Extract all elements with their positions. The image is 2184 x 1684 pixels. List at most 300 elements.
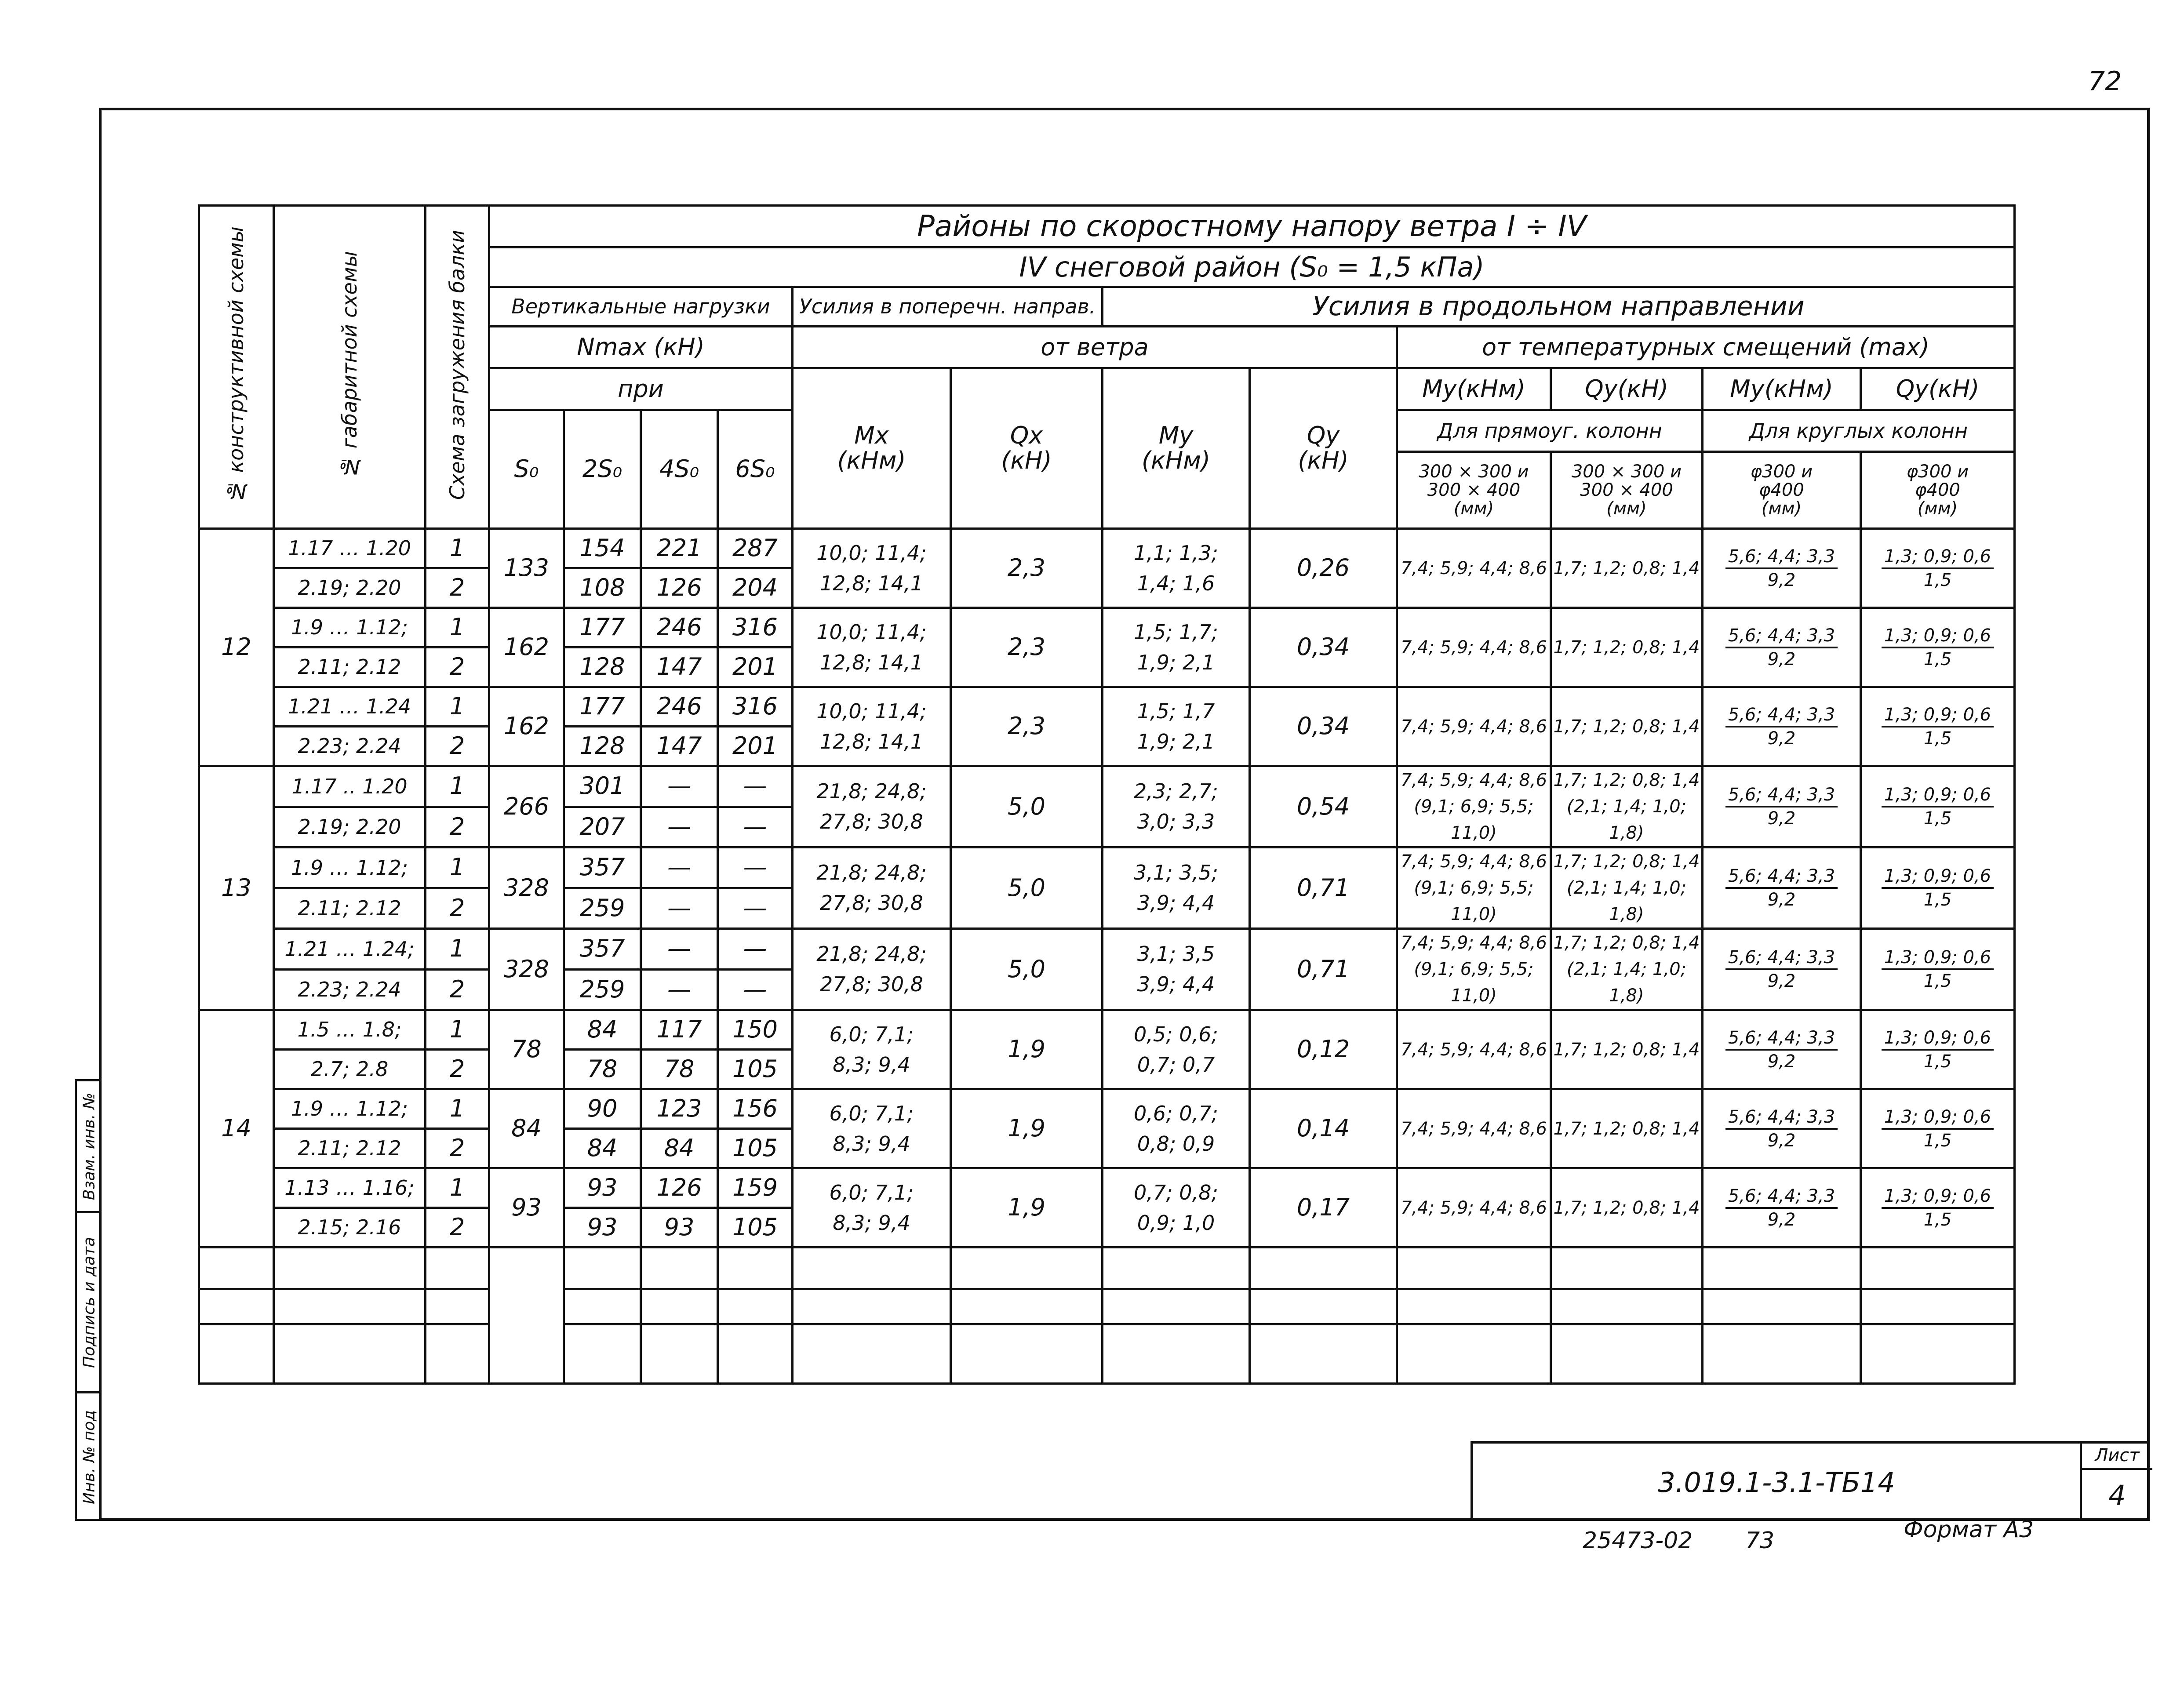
empty-cell bbox=[641, 1289, 718, 1324]
nmax-2s0-r2: 259 bbox=[564, 969, 641, 1010]
temp-qy-rect-main: 1,7; 1,2; 0,8; 1,4 bbox=[1553, 1197, 1700, 1218]
temp-qy-rect-main: 1,7; 1,2; 0,8; 1,4 bbox=[1553, 1118, 1700, 1139]
nmax-4s0-r2: 78 bbox=[641, 1050, 718, 1089]
nmax-2s0-r2: 84 bbox=[564, 1129, 641, 1168]
my-line-2: 0,7; 0,7 bbox=[1137, 1052, 1215, 1077]
fraction-numerator: 5,6; 4,4; 3,3 bbox=[1725, 706, 1838, 727]
temp-qy-rect bbox=[1551, 529, 1703, 608]
hdr-mx: Mx (кНм) bbox=[793, 368, 951, 529]
empty-cell bbox=[1703, 1248, 1861, 1289]
fraction-denominator: 1,5 bbox=[1923, 570, 1952, 590]
loading-label-2: 2 bbox=[426, 807, 489, 847]
nmax-6s0-r1: 159 bbox=[718, 1168, 793, 1208]
fraction-denominator: 1,5 bbox=[1923, 728, 1952, 749]
fraction-numerator: 1,3; 0,9; 0,6 bbox=[1882, 786, 1994, 807]
gabarit-line-2: 2.15; 2.16 bbox=[274, 1208, 426, 1248]
temp-my-rect bbox=[1397, 929, 1551, 1010]
my-value bbox=[1103, 766, 1250, 847]
temp-qy-rect-alt: (2,1; 1,4; 1,0; 1,8) bbox=[1566, 797, 1687, 843]
my-line-2: 1,4; 1,6 bbox=[1137, 571, 1215, 595]
nmax-4s0-r2: 126 bbox=[641, 568, 718, 608]
temp-qy-rect-main: 1,7; 1,2; 0,8; 1,4 bbox=[1553, 637, 1700, 658]
gabarit-line-2: 2.7; 2.8 bbox=[274, 1050, 426, 1089]
gabarit-line-1: 1.17 … 1.20 bbox=[274, 529, 426, 568]
mx-line-2: 8,3; 9,4 bbox=[833, 1052, 910, 1077]
nmax-6s0-r1: 287 bbox=[718, 529, 793, 568]
mx-line-2: 8,3; 9,4 bbox=[833, 1211, 910, 1235]
my-line-2: 3,9; 4,4 bbox=[1137, 891, 1215, 915]
nmax-2s0-r1: 90 bbox=[564, 1089, 641, 1129]
my-line-1: 2,3; 2,7; bbox=[1134, 779, 1218, 803]
hdr-longitudinal: Усилия в продольном направлении bbox=[1103, 287, 2015, 327]
fraction-numerator: 5,6; 4,4; 3,3 bbox=[1725, 1029, 1838, 1051]
mx-line-1: 21,8; 24,8; bbox=[816, 942, 927, 966]
loading-label-2: 2 bbox=[426, 1208, 489, 1248]
temp-my-rect bbox=[1397, 847, 1551, 929]
hdr-4s0: 4S₀ bbox=[641, 410, 718, 529]
nmax-4s0-r1: 246 bbox=[641, 687, 718, 727]
gabarit-line-2: 2.11; 2.12 bbox=[274, 888, 426, 929]
my-line-1: 0,5; 0,6; bbox=[1134, 1022, 1218, 1046]
nmax-s0: 93 bbox=[489, 1168, 564, 1248]
gabarit-line-1: 1.21 … 1.24 bbox=[274, 687, 426, 727]
nmax-4s0-r2: — bbox=[641, 969, 718, 1010]
temp-my-rect bbox=[1397, 687, 1551, 766]
loading-label-2: 2 bbox=[426, 647, 489, 687]
my-line-2: 0,8; 0,9 bbox=[1137, 1131, 1215, 1156]
gabarit-line-1: 1.21 … 1.24; bbox=[274, 929, 426, 970]
stamp-code: 3.019.1-3.1-ТБ14 bbox=[1473, 1444, 2082, 1521]
nmax-2s0-r2: 78 bbox=[564, 1050, 641, 1089]
empty-cell bbox=[274, 1289, 426, 1324]
nmax-4s0-r1: 117 bbox=[641, 1010, 718, 1050]
empty-cell bbox=[426, 1289, 489, 1324]
nmax-2s0-r1: 177 bbox=[564, 608, 641, 647]
fraction-numerator: 1,3; 0,9; 0,6 bbox=[1882, 948, 1994, 970]
fraction-denominator: 1,5 bbox=[1923, 890, 1952, 910]
title-stamp bbox=[1471, 1441, 2150, 1521]
gabarit-line-1: 1.9 … 1.12; bbox=[274, 847, 426, 888]
mx-line-2: 12,8; 14,1 bbox=[820, 729, 923, 753]
temp-qy-rect bbox=[1551, 1168, 1703, 1248]
my-value bbox=[1103, 1168, 1250, 1248]
my-line-2: 0,9; 1,0 bbox=[1137, 1211, 1215, 1235]
my-value bbox=[1103, 847, 1250, 929]
empty-cell bbox=[426, 1248, 489, 1289]
temp-qy-rect bbox=[1551, 1089, 1703, 1168]
nmax-2s0-r1: 84 bbox=[564, 1010, 641, 1050]
empty-cell bbox=[1397, 1324, 1551, 1384]
my-line-2: 1,9; 2,1 bbox=[1137, 650, 1215, 674]
mx-value bbox=[793, 687, 951, 766]
loading-label-1: 1 bbox=[426, 608, 489, 647]
empty-cell bbox=[951, 1289, 1103, 1324]
loading-label-1: 1 bbox=[426, 929, 489, 970]
empty-cell bbox=[1703, 1324, 1861, 1384]
empty-cell bbox=[1103, 1324, 1250, 1384]
temp-my-rect bbox=[1397, 1010, 1551, 1089]
nmax-2s0-r1: 177 bbox=[564, 687, 641, 727]
empty-cell bbox=[1703, 1289, 1861, 1324]
qy-value: 0,26 bbox=[1250, 529, 1397, 608]
temp-my-rect-main: 7,4; 5,9; 4,4; 8,6 bbox=[1400, 716, 1547, 737]
nmax-2s0-r1: 154 bbox=[564, 529, 641, 568]
empty-cell bbox=[1250, 1248, 1397, 1289]
fraction-numerator: 1,3; 0,9; 0,6 bbox=[1882, 1108, 1994, 1130]
fraction-denominator: 1,5 bbox=[1923, 1130, 1952, 1151]
hdr-qy-t1: Qy(кН) bbox=[1551, 368, 1703, 410]
loading-label-2: 2 bbox=[426, 727, 489, 766]
footer-format: Формат А3 bbox=[1904, 1517, 2034, 1543]
fraction-numerator: 5,6; 4,4; 3,3 bbox=[1725, 948, 1838, 970]
my-value bbox=[1103, 1010, 1250, 1089]
hdr-transverse: Усилия в поперечн. направ. bbox=[793, 287, 1103, 327]
fraction-denominator: 9,2 bbox=[1767, 1209, 1796, 1230]
loading-label-1: 1 bbox=[426, 529, 489, 568]
nmax-4s0-r2: 84 bbox=[641, 1129, 718, 1168]
stamp-sheet-value: 4 bbox=[2108, 1479, 2126, 1511]
empty-cell bbox=[951, 1324, 1103, 1384]
qy-value: 0,34 bbox=[1250, 687, 1397, 766]
nmax-s0: 84 bbox=[489, 1089, 564, 1168]
temp-qy-round bbox=[1861, 687, 2015, 766]
empty-cell bbox=[199, 1248, 274, 1289]
qx-value: 2,3 bbox=[951, 608, 1103, 687]
my-value bbox=[1103, 529, 1250, 608]
fraction-denominator: 1,5 bbox=[1923, 971, 1952, 991]
temp-qy-round bbox=[1861, 1168, 2015, 1248]
gabarit-line-1: 1.17 .. 1.20 bbox=[274, 766, 426, 807]
my-value bbox=[1103, 1089, 1250, 1168]
side-cell-replace bbox=[77, 1081, 102, 1213]
temp-qy-round bbox=[1861, 1089, 2015, 1168]
nmax-s0: 328 bbox=[489, 847, 564, 929]
temp-qy-round bbox=[1861, 929, 2015, 1010]
temp-qy-round bbox=[1861, 608, 2015, 687]
qy-value: 0,54 bbox=[1250, 766, 1397, 847]
my-line-1: 1,5; 1,7; bbox=[1134, 620, 1218, 644]
side-cell-inv bbox=[77, 1393, 102, 1521]
empty-cell bbox=[1861, 1248, 2015, 1289]
hdr-qx: Qx (кН) bbox=[951, 368, 1103, 529]
empty-cell bbox=[426, 1324, 489, 1384]
temp-my-round bbox=[1703, 529, 1861, 608]
gabarit-line-1: 1.9 … 1.12; bbox=[274, 608, 426, 647]
empty-cell bbox=[718, 1324, 793, 1384]
temp-my-round bbox=[1703, 1168, 1861, 1248]
fraction-denominator: 9,2 bbox=[1767, 649, 1796, 669]
nmax-6s0-r2: — bbox=[718, 807, 793, 847]
fraction-denominator: 9,2 bbox=[1767, 728, 1796, 749]
empty-cell bbox=[489, 1248, 564, 1384]
page-number: 72 bbox=[2088, 66, 2122, 97]
loading-label-1: 1 bbox=[426, 1168, 489, 1208]
nmax-6s0-r1: — bbox=[718, 766, 793, 807]
hdr-my-t1: My(кНм) bbox=[1397, 368, 1551, 410]
nmax-2s0-r1: 357 bbox=[564, 847, 641, 888]
nmax-6s0-r2: 105 bbox=[718, 1129, 793, 1168]
footer-page: 73 bbox=[1745, 1528, 1775, 1554]
my-line-2: 3,9; 4,4 bbox=[1137, 972, 1215, 996]
gabarit-line-1: 1.13 … 1.16; bbox=[274, 1168, 426, 1208]
my-line-2: 3,0; 3,3 bbox=[1137, 810, 1215, 833]
temp-my-round bbox=[1703, 1010, 1861, 1089]
mx-line-2: 27,8; 30,8 bbox=[820, 972, 923, 996]
mx-line-2: 27,8; 30,8 bbox=[820, 891, 923, 915]
qx-value: 2,3 bbox=[951, 687, 1103, 766]
qx-value: 5,0 bbox=[951, 766, 1103, 847]
mx-line-2: 12,8; 14,1 bbox=[820, 571, 923, 595]
qx-value: 1,9 bbox=[951, 1089, 1103, 1168]
temp-my-rect bbox=[1397, 1168, 1551, 1248]
temp-qy-rect-alt: (2,1; 1,4; 1,0; 1,8) bbox=[1566, 878, 1687, 924]
nmax-4s0-r1: — bbox=[641, 847, 718, 888]
empty-cell bbox=[1551, 1324, 1703, 1384]
temp-my-rect-main: 7,4; 5,9; 4,4; 8,6 bbox=[1400, 558, 1547, 578]
fraction-denominator: 1,5 bbox=[1923, 1209, 1952, 1230]
temp-qy-rect bbox=[1551, 687, 1703, 766]
temp-my-rect-main: 7,4; 5,9; 4,4; 8,6 bbox=[1400, 1197, 1547, 1218]
hdr-gabarit-no: № габаритной схемы bbox=[274, 206, 426, 529]
mx-value bbox=[793, 1089, 951, 1168]
mx-line-1: 6,0; 7,1; bbox=[829, 1180, 914, 1204]
temp-qy-rect bbox=[1551, 1010, 1703, 1089]
hdr-snow: IV снеговой район (S₀ = 1,5 кПа) bbox=[489, 247, 2015, 287]
fraction-denominator: 9,2 bbox=[1767, 570, 1796, 590]
scheme-number: 13 bbox=[199, 766, 274, 1010]
hdr-nmax: Nmax (кН) bbox=[489, 327, 793, 368]
hdr-round-dims-1: φ300 и φ400 (мм) bbox=[1703, 452, 1861, 529]
fraction-denominator: 9,2 bbox=[1767, 971, 1796, 991]
my-line-2: 1,9; 2,1 bbox=[1137, 729, 1215, 753]
nmax-2s0-r2: 128 bbox=[564, 647, 641, 687]
hdr-vertical: Вертикальные нагрузки bbox=[489, 287, 793, 327]
my-value bbox=[1103, 929, 1250, 1010]
nmax-2s0-r1: 301 bbox=[564, 766, 641, 807]
loading-label-2: 2 bbox=[426, 1050, 489, 1089]
hdr-regions: Районы по скоростному напору ветра I ÷ IV bbox=[489, 206, 2015, 247]
nmax-2s0-r1: 93 bbox=[564, 1168, 641, 1208]
hdr-at: при bbox=[489, 368, 793, 410]
empty-cell bbox=[1551, 1289, 1703, 1324]
temp-my-rect-alt: (9,1; 6,9; 5,5; 11,0) bbox=[1414, 878, 1534, 924]
hdr-my: My (кНм) bbox=[1103, 368, 1250, 529]
temp-my-round bbox=[1703, 766, 1861, 847]
hdr-round: Для круглых колонн bbox=[1703, 410, 2015, 452]
temp-my-round bbox=[1703, 847, 1861, 929]
stamp-sheet-label: Лист bbox=[2082, 1444, 2152, 1470]
nmax-s0: 133 bbox=[489, 529, 564, 608]
mx-line-1: 6,0; 7,1; bbox=[829, 1101, 914, 1125]
nmax-4s0-r2: 93 bbox=[641, 1208, 718, 1248]
temp-my-rect bbox=[1397, 1089, 1551, 1168]
hdr-rect-dims-1: 300 × 300 и 300 × 400 (мм) bbox=[1397, 452, 1551, 529]
qx-value: 1,9 bbox=[951, 1168, 1103, 1248]
empty-cell bbox=[1250, 1289, 1397, 1324]
mx-value bbox=[793, 1010, 951, 1089]
hdr-scheme-no: № конструктивной схемы bbox=[199, 206, 274, 529]
temp-qy-rect bbox=[1551, 608, 1703, 687]
loading-label-1: 1 bbox=[426, 687, 489, 727]
mx-value bbox=[793, 1168, 951, 1248]
fraction-numerator: 5,6; 4,4; 3,3 bbox=[1725, 1108, 1838, 1130]
empty-cell bbox=[564, 1324, 641, 1384]
side-sign-date: Подпись и дата bbox=[80, 1237, 98, 1368]
temp-my-rect-main: 7,4; 5,9; 4,4; 8,6 bbox=[1400, 851, 1547, 872]
nmax-4s0-r1: 246 bbox=[641, 608, 718, 647]
my-line-1: 0,6; 0,7; bbox=[1134, 1101, 1218, 1125]
nmax-s0: 328 bbox=[489, 929, 564, 1010]
side-strip bbox=[75, 1079, 102, 1521]
fraction-numerator: 5,6; 4,4; 3,3 bbox=[1725, 547, 1838, 569]
temp-qy-rect bbox=[1551, 847, 1703, 929]
hdr-loading: Схема загружения балки bbox=[426, 206, 489, 529]
gabarit-line-1: 1.5 … 1.8; bbox=[274, 1010, 426, 1050]
fraction-numerator: 1,3; 0,9; 0,6 bbox=[1882, 626, 1994, 648]
nmax-s0: 266 bbox=[489, 766, 564, 847]
temp-qy-rect-main: 1,7; 1,2; 0,8; 1,4 bbox=[1553, 558, 1700, 578]
gabarit-line-2: 2.11; 2.12 bbox=[274, 647, 426, 687]
gabarit-line-2: 2.19; 2.20 bbox=[274, 807, 426, 847]
gabarit-line-2: 2.19; 2.20 bbox=[274, 568, 426, 608]
fraction-numerator: 1,3; 0,9; 0,6 bbox=[1882, 706, 1994, 727]
loading-label-1: 1 bbox=[426, 766, 489, 807]
temp-qy-rect-main: 1,7; 1,2; 0,8; 1,4 bbox=[1553, 1039, 1700, 1060]
fraction-numerator: 1,3; 0,9; 0,6 bbox=[1882, 867, 1994, 889]
temp-my-rect-alt: (9,1; 6,9; 5,5; 11,0) bbox=[1414, 959, 1534, 1006]
fraction-numerator: 1,3; 0,9; 0,6 bbox=[1882, 547, 1994, 569]
hdr-6s0: 6S₀ bbox=[718, 410, 793, 529]
empty-cell bbox=[1103, 1289, 1250, 1324]
temp-my-rect-main: 7,4; 5,9; 4,4; 8,6 bbox=[1400, 770, 1547, 790]
nmax-6s0-r1: 156 bbox=[718, 1089, 793, 1129]
hdr-s0: S₀ bbox=[489, 410, 564, 529]
nmax-6s0-r2: 201 bbox=[718, 647, 793, 687]
fraction-numerator: 5,6; 4,4; 3,3 bbox=[1725, 1187, 1838, 1209]
loads-table bbox=[198, 204, 2016, 1385]
nmax-2s0-r1: 357 bbox=[564, 929, 641, 970]
temp-qy-round bbox=[1861, 1010, 2015, 1089]
my-value bbox=[1103, 687, 1250, 766]
fraction-numerator: 1,3; 0,9; 0,6 bbox=[1882, 1187, 1994, 1209]
gabarit-line-2: 2.23; 2.24 bbox=[274, 969, 426, 1010]
mx-line-1: 10,0; 11,4; bbox=[816, 699, 927, 723]
hdr-from-temp: от температурных смещений (max) bbox=[1397, 327, 2015, 368]
temp-my-rect-alt: (9,1; 6,9; 5,5; 11,0) bbox=[1414, 797, 1534, 843]
loading-label-2: 2 bbox=[426, 888, 489, 929]
mx-line-2: 12,8; 14,1 bbox=[820, 650, 923, 674]
empty-cell bbox=[1397, 1248, 1551, 1289]
qy-value: 0,71 bbox=[1250, 847, 1397, 929]
gabarit-line-2: 2.11; 2.12 bbox=[274, 1129, 426, 1168]
nmax-2s0-r2: 93 bbox=[564, 1208, 641, 1248]
fraction-denominator: 9,2 bbox=[1767, 1051, 1796, 1072]
mx-line-2: 8,3; 9,4 bbox=[833, 1131, 910, 1156]
my-line-1: 1,5; 1,7 bbox=[1137, 699, 1215, 723]
temp-my-rect bbox=[1397, 766, 1551, 847]
fraction-denominator: 1,5 bbox=[1923, 1051, 1952, 1072]
empty-cell bbox=[1861, 1289, 2015, 1324]
fraction-numerator: 5,6; 4,4; 3,3 bbox=[1725, 626, 1838, 648]
nmax-6s0-r1: — bbox=[718, 847, 793, 888]
loading-label-1: 1 bbox=[426, 1089, 489, 1129]
nmax-6s0-r2: 204 bbox=[718, 568, 793, 608]
hdr-rect: Для прямоуг. колонн bbox=[1397, 410, 1703, 452]
qx-value: 5,0 bbox=[951, 929, 1103, 1010]
side-cell-sign bbox=[77, 1213, 102, 1393]
empty-cell bbox=[564, 1289, 641, 1324]
nmax-6s0-r1: 316 bbox=[718, 608, 793, 647]
temp-qy-rect-main: 1,7; 1,2; 0,8; 1,4 bbox=[1553, 933, 1700, 953]
qx-value: 5,0 bbox=[951, 847, 1103, 929]
nmax-6s0-r2: — bbox=[718, 888, 793, 929]
hdr-qy-t2: Qy(кН) bbox=[1861, 368, 2015, 410]
nmax-4s0-r1: — bbox=[641, 766, 718, 807]
empty-cell bbox=[641, 1324, 718, 1384]
nmax-2s0-r2: 259 bbox=[564, 888, 641, 929]
mx-value bbox=[793, 608, 951, 687]
hdr-my-t2: My(кНм) bbox=[1703, 368, 1861, 410]
qy-value: 0,12 bbox=[1250, 1010, 1397, 1089]
mx-line-1: 10,0; 11,4; bbox=[816, 620, 927, 644]
mx-value bbox=[793, 766, 951, 847]
empty-cell bbox=[274, 1248, 426, 1289]
empty-cell bbox=[793, 1248, 951, 1289]
empty-cell bbox=[1551, 1248, 1703, 1289]
my-value bbox=[1103, 608, 1250, 687]
empty-cell bbox=[793, 1289, 951, 1324]
empty-cell bbox=[199, 1324, 274, 1384]
nmax-6s0-r2: — bbox=[718, 969, 793, 1010]
mx-value bbox=[793, 929, 951, 1010]
temp-my-rect-main: 7,4; 5,9; 4,4; 8,6 bbox=[1400, 637, 1547, 658]
empty-cell bbox=[1103, 1248, 1250, 1289]
fraction-denominator: 9,2 bbox=[1767, 1130, 1796, 1151]
qy-value: 0,34 bbox=[1250, 608, 1397, 687]
nmax-6s0-r2: 105 bbox=[718, 1208, 793, 1248]
hdr-qy: Qy (кН) bbox=[1250, 368, 1397, 529]
nmax-s0: 162 bbox=[489, 687, 564, 766]
nmax-4s0-r1: 221 bbox=[641, 529, 718, 568]
mx-line-1: 10,0; 11,4; bbox=[816, 541, 927, 565]
empty-cell bbox=[564, 1248, 641, 1289]
hdr-round-dims-2: φ300 и φ400 (мм) bbox=[1861, 452, 2015, 529]
qy-value: 0,17 bbox=[1250, 1168, 1397, 1248]
scheme-number: 14 bbox=[199, 1010, 274, 1248]
nmax-4s0-r1: 126 bbox=[641, 1168, 718, 1208]
temp-my-rect bbox=[1397, 529, 1551, 608]
nmax-2s0-r2: 108 bbox=[564, 568, 641, 608]
nmax-6s0-r1: 316 bbox=[718, 687, 793, 727]
nmax-4s0-r2: — bbox=[641, 807, 718, 847]
qx-value: 2,3 bbox=[951, 529, 1103, 608]
nmax-4s0-r1: 123 bbox=[641, 1089, 718, 1129]
nmax-4s0-r1: — bbox=[641, 929, 718, 970]
temp-my-round bbox=[1703, 1089, 1861, 1168]
mx-line-1: 21,8; 24,8; bbox=[816, 779, 927, 803]
temp-my-rect-main: 7,4; 5,9; 4,4; 8,6 bbox=[1400, 933, 1547, 953]
empty-cell bbox=[1861, 1324, 2015, 1384]
temp-qy-rect-main: 1,7; 1,2; 0,8; 1,4 bbox=[1553, 851, 1700, 872]
hdr-rect-dims-2: 300 × 300 и 300 × 400 (мм) bbox=[1551, 452, 1703, 529]
empty-cell bbox=[951, 1248, 1103, 1289]
mx-value bbox=[793, 529, 951, 608]
empty-cell bbox=[793, 1324, 951, 1384]
fraction-denominator: 9,2 bbox=[1767, 890, 1796, 910]
nmax-4s0-r2: 147 bbox=[641, 727, 718, 766]
temp-my-rect bbox=[1397, 608, 1551, 687]
loading-label-2: 2 bbox=[426, 1129, 489, 1168]
